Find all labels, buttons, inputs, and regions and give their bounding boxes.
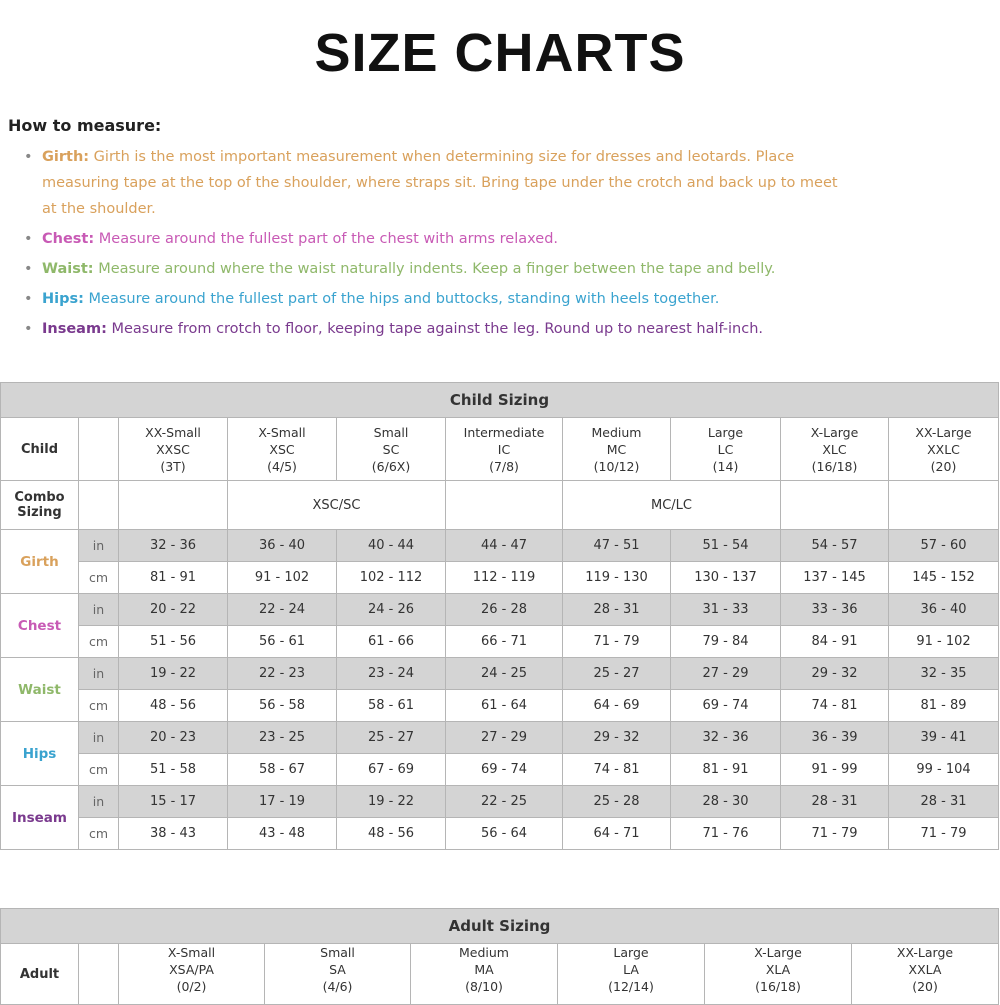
size-num: (3T) [160, 458, 186, 474]
value-cell: 81 - 91 [671, 754, 781, 786]
guide-item-hips: • Hips: Measure around the fullest part of the hips and buttocks, standing with heels together. [24, 291, 720, 307]
value-cell: 57 - 60 [889, 530, 999, 562]
combo-label: Combo Sizing [1, 481, 79, 530]
value-cell: 22 - 25 [446, 786, 563, 818]
size-name: X-Large [810, 424, 859, 440]
value-cell: 91 - 102 [228, 562, 337, 594]
size-name: X-Small [258, 424, 306, 440]
size-num: (20) [912, 979, 938, 994]
value-cell: 51 - 54 [671, 530, 781, 562]
value-cell: 71 - 76 [671, 818, 781, 850]
size-name: Intermediate [463, 424, 545, 440]
guide-text: Girth is the most important measurement when determining size for dresses and leotards. Place measuring tape at the top of the shoulder, where straps sit. Bring tape under the crotch and back up to meet at the shoulder. [42, 149, 838, 217]
guide-label: Chest: [42, 231, 95, 247]
guide-text: Measure around where the waist naturally indents. Keep a finger between the tape and belly. [93, 261, 776, 277]
size-code: SC [382, 441, 400, 457]
size-header-cell [563, 418, 671, 481]
value-cell: 19 - 22 [337, 786, 446, 818]
value-cell: 39 - 41 [889, 722, 999, 754]
measurement-row-cm [1, 562, 999, 594]
measurement-row-cm [1, 818, 999, 850]
value-cell: 26 - 28 [446, 594, 563, 626]
size-name: X-Small [167, 945, 216, 960]
measure-guide [24, 144, 854, 346]
size-code: MC [606, 441, 627, 457]
value-cell: 43 - 48 [228, 818, 337, 850]
value-cell: 44 - 47 [446, 530, 563, 562]
value-cell: 15 - 17 [119, 786, 228, 818]
value-cell: 25 - 27 [563, 658, 671, 690]
measurement-label: Waist [1, 658, 79, 722]
size-num: (12/14) [608, 979, 654, 994]
measurement-label: Chest [1, 594, 79, 658]
value-cell: 22 - 24 [228, 594, 337, 626]
combo-cell [781, 481, 889, 530]
value-cell: 27 - 29 [446, 722, 563, 754]
size-header-cell [119, 944, 265, 1005]
child-title-row [1, 383, 999, 418]
value-cell: 137 - 145 [781, 562, 889, 594]
value-cell: 22 - 23 [228, 658, 337, 690]
size-name: Medium [459, 945, 509, 960]
value-cell: 56 - 64 [446, 818, 563, 850]
spacer-cell [79, 418, 119, 481]
child-table-title: Child Sizing [1, 383, 999, 418]
size-code: XLC [822, 441, 847, 457]
combo-cell: MC/LC [563, 481, 781, 530]
size-header-cell [781, 418, 889, 481]
guide-item-inseam: • Inseam: Measure from crotch to floor, keeping tape against the leg. Round up to nearest half-inch. [24, 321, 764, 337]
value-cell: 24 - 26 [337, 594, 446, 626]
value-cell: 29 - 32 [781, 658, 889, 690]
size-code: XXSC [156, 441, 190, 457]
value-cell: 74 - 81 [563, 754, 671, 786]
value-cell: 56 - 58 [228, 690, 337, 722]
value-cell: 32 - 35 [889, 658, 999, 690]
value-cell: 20 - 22 [119, 594, 228, 626]
value-cell: 38 - 43 [119, 818, 228, 850]
size-header-cell [265, 944, 411, 1005]
size-code: IC [497, 441, 511, 457]
guide-label: Girth: [42, 149, 90, 165]
value-cell: 24 - 25 [446, 658, 563, 690]
size-name: Small [373, 424, 409, 440]
value-cell: 91 - 102 [889, 626, 999, 658]
value-cell: 67 - 69 [337, 754, 446, 786]
value-cell: 36 - 39 [781, 722, 889, 754]
value-cell: 64 - 71 [563, 818, 671, 850]
value-cell: 48 - 56 [119, 690, 228, 722]
value-cell: 17 - 19 [228, 786, 337, 818]
page-title: SIZE CHARTS [314, 23, 686, 83]
value-cell: 74 - 81 [781, 690, 889, 722]
measurement-row-in [1, 722, 999, 754]
size-name: XX-Large [915, 424, 972, 440]
size-name: XX-Small [145, 424, 201, 440]
size-num: (0/2) [176, 979, 207, 994]
measurement-row-in [1, 786, 999, 818]
guide-text: Measure around the fullest part of the chest with arms relaxed. [94, 231, 559, 247]
unit-label: cm [79, 818, 119, 850]
combo-cell [889, 481, 999, 530]
combo-cell [119, 481, 228, 530]
size-code: LA [623, 962, 639, 977]
size-code: XXLA [908, 962, 942, 977]
size-header-cell [337, 418, 446, 481]
guide-item-chest: • Chest: Measure around the fullest part of the chest with arms relaxed. [24, 231, 559, 247]
value-cell: 33 - 36 [781, 594, 889, 626]
combo-row [1, 481, 999, 530]
measurement-label: Girth [1, 530, 79, 594]
value-cell: 28 - 31 [889, 786, 999, 818]
measurement-row-in [1, 530, 999, 562]
value-cell: 36 - 40 [889, 594, 999, 626]
unit-label: in [79, 594, 119, 626]
unit-label: in [79, 530, 119, 562]
measurement-label: Hips [1, 722, 79, 786]
combo-cell [446, 481, 563, 530]
measurement-row-cm [1, 690, 999, 722]
measurement-row-in [1, 594, 999, 626]
size-num: (4/6) [322, 979, 353, 994]
how-to-heading: How to measure: [8, 116, 162, 135]
size-num: (7/8) [489, 458, 519, 474]
combo-cell: XSC/SC [228, 481, 446, 530]
value-cell: 71 - 79 [889, 818, 999, 850]
value-cell: 58 - 61 [337, 690, 446, 722]
value-cell: 47 - 51 [563, 530, 671, 562]
value-cell: 28 - 31 [781, 786, 889, 818]
value-cell: 69 - 74 [671, 690, 781, 722]
value-cell: 66 - 71 [446, 626, 563, 658]
value-cell: 51 - 58 [119, 754, 228, 786]
value-cell: 145 - 152 [889, 562, 999, 594]
adult-size-table [0, 908, 999, 1005]
value-cell: 54 - 57 [781, 530, 889, 562]
unit-label: in [79, 722, 119, 754]
guide-text: Measure from crotch to floor, keeping tape against the leg. Round up to nearest half-inch. [106, 321, 764, 337]
spacer-cell [79, 944, 119, 1005]
value-cell: 28 - 30 [671, 786, 781, 818]
value-cell: 48 - 56 [337, 818, 446, 850]
value-cell: 71 - 79 [563, 626, 671, 658]
size-header-cell [446, 418, 563, 481]
value-cell: 32 - 36 [119, 530, 228, 562]
value-cell: 58 - 67 [228, 754, 337, 786]
size-header-cell [852, 944, 999, 1005]
unit-label: cm [79, 754, 119, 786]
value-cell: 71 - 79 [781, 818, 889, 850]
size-name: X-Large [754, 945, 802, 960]
size-code: XLA [765, 962, 791, 977]
child-size-header [1, 418, 999, 481]
unit-label: cm [79, 690, 119, 722]
size-code: LC [717, 441, 734, 457]
size-header-cell [228, 418, 337, 481]
guide-label: Waist: [42, 261, 94, 277]
adult-size-header [1, 944, 999, 1005]
size-code: XSA/PA [169, 962, 214, 977]
child-size-table [0, 382, 999, 850]
guide-label: Hips: [42, 291, 84, 307]
value-cell: 61 - 64 [446, 690, 563, 722]
size-num: (16/18) [755, 979, 801, 994]
value-cell: 112 - 119 [446, 562, 563, 594]
value-cell: 20 - 23 [119, 722, 228, 754]
guide-label: Inseam: [42, 321, 107, 337]
value-cell: 64 - 69 [563, 690, 671, 722]
adult-table-title: Adult Sizing [1, 909, 999, 944]
size-name: Medium [591, 424, 642, 440]
size-header-cell [889, 418, 999, 481]
value-cell: 23 - 25 [228, 722, 337, 754]
size-header-cell [119, 418, 228, 481]
value-cell: 51 - 56 [119, 626, 228, 658]
value-cell: 40 - 44 [337, 530, 446, 562]
size-code: MA [474, 962, 494, 977]
unit-label: cm [79, 562, 119, 594]
value-cell: 29 - 32 [563, 722, 671, 754]
value-cell: 32 - 36 [671, 722, 781, 754]
value-cell: 69 - 74 [446, 754, 563, 786]
size-name: Small [320, 945, 355, 960]
size-num: (10/12) [593, 458, 640, 474]
value-cell: 23 - 24 [337, 658, 446, 690]
spacer-cell [79, 481, 119, 530]
measurement-row-cm [1, 754, 999, 786]
size-num: (20) [930, 458, 957, 474]
row-label: Child [1, 418, 79, 481]
unit-label: in [79, 658, 119, 690]
value-cell: 102 - 112 [337, 562, 446, 594]
value-cell: 28 - 31 [563, 594, 671, 626]
value-cell: 130 - 137 [671, 562, 781, 594]
size-num: (4/5) [267, 458, 297, 474]
size-name: XX-Large [896, 945, 954, 960]
value-cell: 79 - 84 [671, 626, 781, 658]
value-cell: 91 - 99 [781, 754, 889, 786]
measurement-row-in [1, 658, 999, 690]
size-code: SA [329, 962, 346, 977]
value-cell: 119 - 130 [563, 562, 671, 594]
unit-label: cm [79, 626, 119, 658]
unit-label: in [79, 786, 119, 818]
guide-item-waist: • Waist: Measure around where the waist naturally indents. Keep a finger between the tape and belly. [24, 261, 776, 277]
size-num: (8/10) [465, 979, 503, 994]
row-label: Adult [1, 944, 79, 1005]
size-num: (14) [712, 458, 739, 474]
size-header-cell [411, 944, 558, 1005]
value-cell: 61 - 66 [337, 626, 446, 658]
size-code: XSC [269, 441, 295, 457]
size-header-cell [671, 418, 781, 481]
value-cell: 27 - 29 [671, 658, 781, 690]
value-cell: 56 - 61 [228, 626, 337, 658]
value-cell: 84 - 91 [781, 626, 889, 658]
measurement-row-cm [1, 626, 999, 658]
size-name: Large [707, 424, 744, 440]
guide-text: Measure around the fullest part of the hips and buttocks, standing with heels together. [83, 291, 720, 307]
value-cell: 25 - 28 [563, 786, 671, 818]
value-cell: 36 - 40 [228, 530, 337, 562]
size-num: (16/18) [811, 458, 858, 474]
value-cell: 19 - 22 [119, 658, 228, 690]
size-code: XXLC [927, 441, 960, 457]
size-header-cell [558, 944, 705, 1005]
guide-item-girth: • Girth: Girth is the most important measurement when determining size for dresses and leotards. Place measuring tape at the top of the shoulder, where straps sit. Bring tape under the crotch and back up to meet at the shoulder. [24, 149, 838, 217]
size-name: Large [613, 945, 649, 960]
size-num: (6/6X) [371, 458, 411, 474]
value-cell: 81 - 91 [119, 562, 228, 594]
value-cell: 31 - 33 [671, 594, 781, 626]
value-cell: 99 - 104 [889, 754, 999, 786]
size-header-cell [705, 944, 852, 1005]
value-cell: 25 - 27 [337, 722, 446, 754]
measurement-label: Inseam [1, 786, 79, 850]
value-cell: 81 - 89 [889, 690, 999, 722]
adult-title-row [1, 909, 999, 944]
